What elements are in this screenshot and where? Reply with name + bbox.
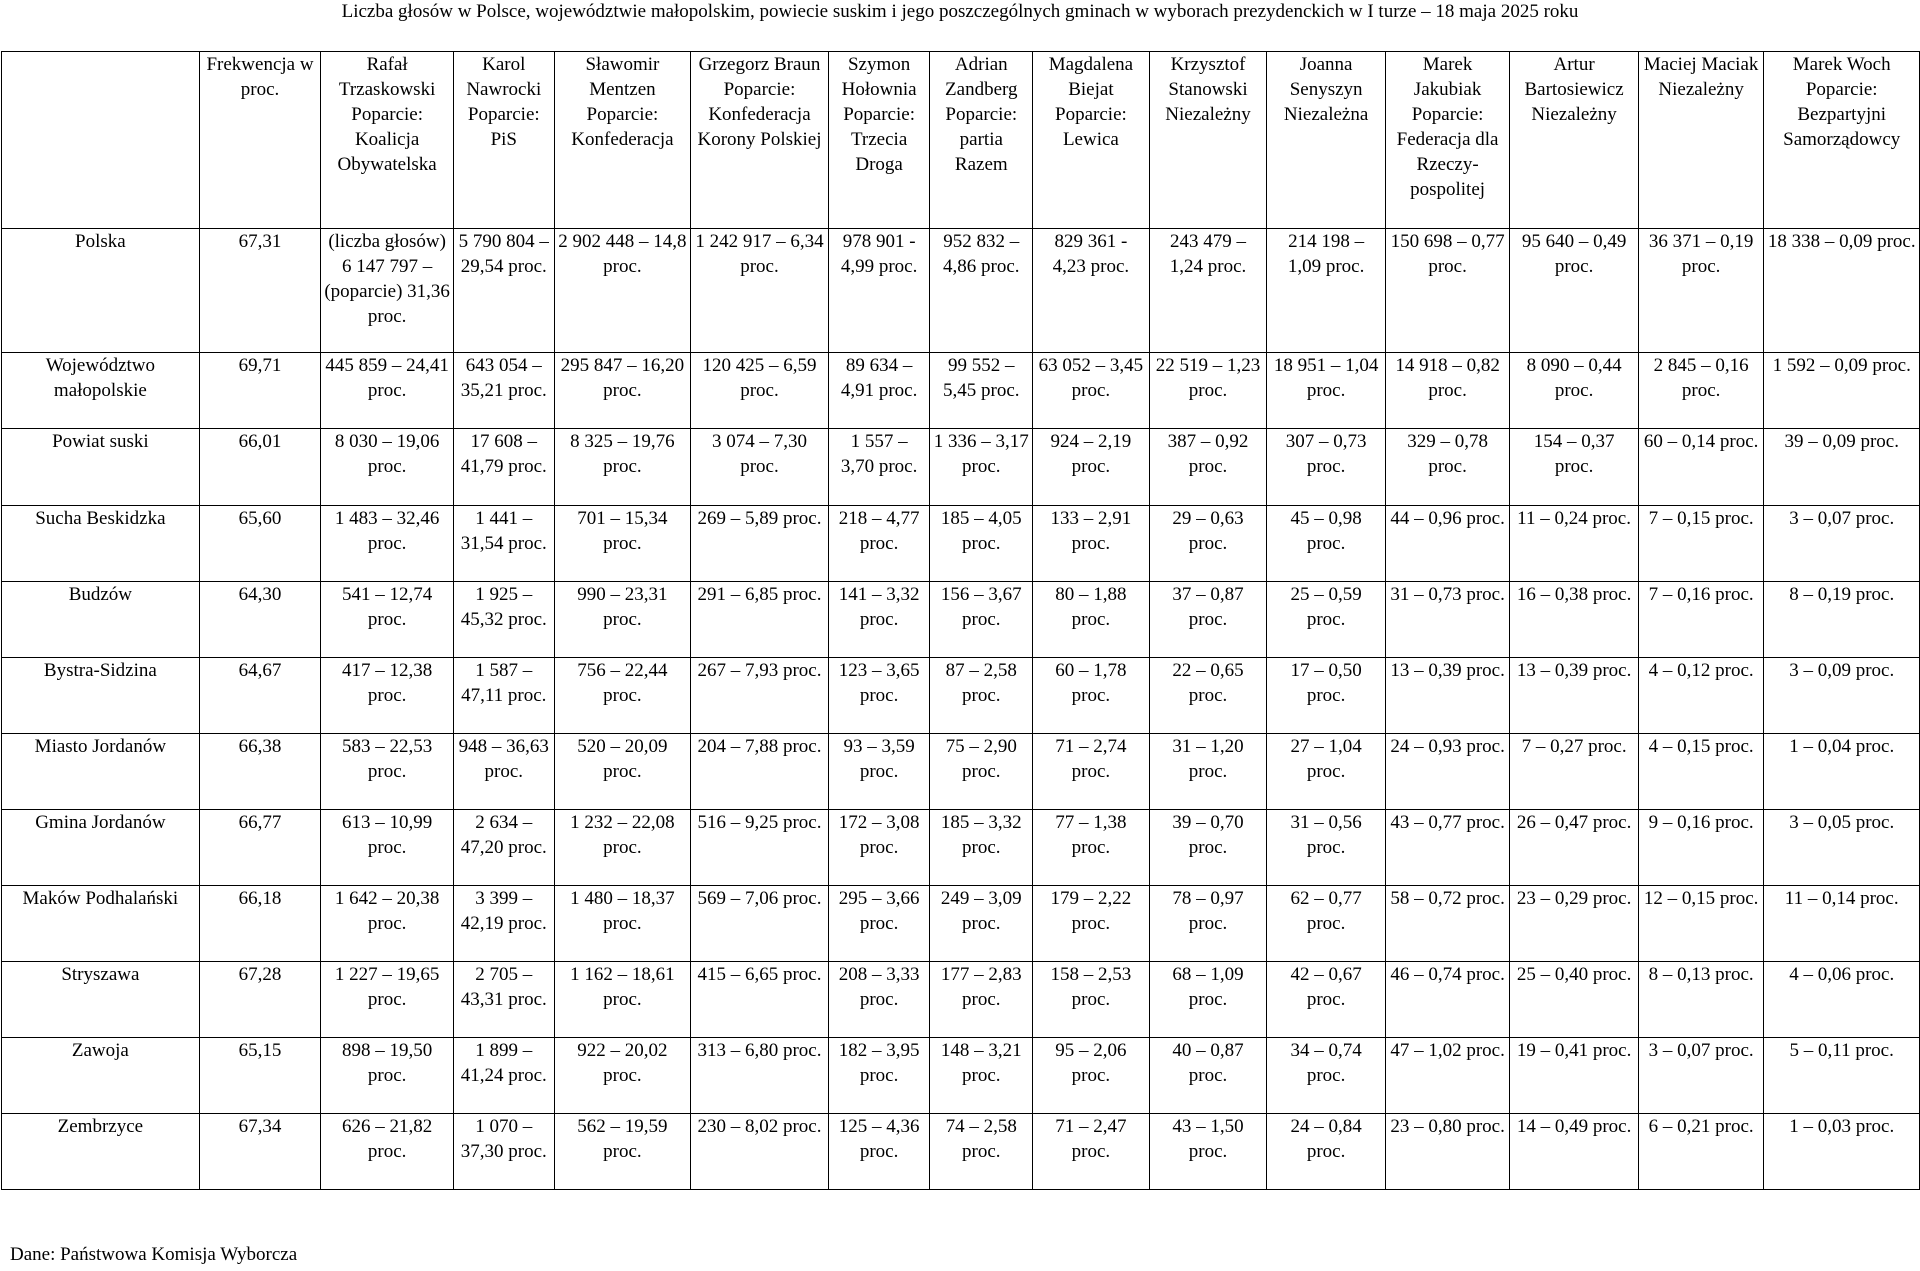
turnout-value: 64,30 (199, 582, 321, 658)
vote-cell: 1 162 – 18,61 proc. (554, 962, 691, 1038)
candidate-name: Artur Bartosiewicz (1524, 54, 1624, 100)
turnout-value: 66,77 (199, 810, 321, 886)
vote-cell: 29 – 0,63 proc. (1149, 506, 1267, 582)
region-name: Zembrzyce (2, 1114, 200, 1190)
region-name: Gmina Jordanów (2, 810, 200, 886)
table-row (2, 582, 1920, 658)
vote-cell: 25 – 0,59 proc. (1267, 582, 1386, 658)
vote-cell: 17 608 – 41,79 proc. (453, 429, 554, 506)
vote-cell: 71 – 2,47 proc. (1033, 1114, 1150, 1190)
vote-cell: 1 070 – 37,30 proc. (453, 1114, 554, 1190)
candidate-name: Karol Nawrocki (466, 54, 542, 100)
vote-cell: 16 – 0,38 proc. (1510, 582, 1639, 658)
vote-cell: 8 325 – 19,76 proc. (554, 429, 691, 506)
candidate-header (453, 52, 554, 229)
region-name: Miasto Jordanów (2, 734, 200, 810)
vote-cell: 829 361 - 4,23 proc. (1033, 229, 1150, 353)
candidate-name: Rafał Trzaskowski (338, 54, 436, 100)
vote-cell: 516 – 9,25 proc. (691, 810, 829, 886)
vote-cell: 177 – 2,83 proc. (930, 962, 1033, 1038)
candidate-header (1385, 52, 1509, 229)
vote-cell: 23 – 0,80 proc. (1385, 1114, 1509, 1190)
vote-cell: 583 – 22,53 proc. (321, 734, 454, 810)
turnout-value: 67,34 (199, 1114, 321, 1190)
vote-cell: 978 901 - 4,99 proc. (828, 229, 930, 353)
candidate-header (1510, 52, 1639, 229)
vote-cell: 2 845 – 0,16 proc. (1638, 353, 1763, 429)
vote-cell: 39 – 0,09 proc. (1764, 429, 1920, 506)
vote-cell: 7 – 0,27 proc. (1510, 734, 1639, 810)
candidate-support: Poparcie: Lewica (1055, 104, 1127, 150)
vote-cell: 415 – 6,65 proc. (691, 962, 829, 1038)
region-name: Maków Podhalański (2, 886, 200, 962)
vote-cell: 156 – 3,67 proc. (930, 582, 1033, 658)
vote-cell: 1 232 – 22,08 proc. (554, 810, 691, 886)
vote-cell: 701 – 15,34 proc. (554, 506, 691, 582)
election-results-table (1, 51, 1920, 1190)
vote-cell: 14 – 0,49 proc. (1510, 1114, 1639, 1190)
vote-cell: 13 – 0,39 proc. (1510, 658, 1639, 734)
table-row (2, 506, 1920, 582)
table-row (2, 658, 1920, 734)
vote-cell: 11 – 0,14 proc. (1764, 886, 1920, 962)
vote-cell: 133 – 2,91 proc. (1033, 506, 1150, 582)
vote-cell: 158 – 2,53 proc. (1033, 962, 1150, 1038)
vote-cell: 45 – 0,98 proc. (1267, 506, 1386, 582)
vote-cell: 46 – 0,74 proc. (1385, 962, 1509, 1038)
candidate-support: Poparcie: Konfederacja (571, 104, 674, 150)
candidate-header (1033, 52, 1150, 229)
turnout-value: 67,28 (199, 962, 321, 1038)
vote-cell: 24 – 0,84 proc. (1267, 1114, 1386, 1190)
vote-cell: 19 – 0,41 proc. (1510, 1038, 1639, 1114)
vote-cell: 62 – 0,77 proc. (1267, 886, 1386, 962)
candidate-support: Poparcie: partia Razem (945, 104, 1018, 175)
vote-cell: 4 – 0,06 proc. (1764, 962, 1920, 1038)
vote-cell: 37 – 0,87 proc. (1149, 582, 1267, 658)
candidate-name: Marek Jakubiak (1413, 54, 1482, 100)
vote-cell: 1 336 – 3,17 proc. (930, 429, 1033, 506)
table-row (2, 353, 1920, 429)
candidate-name: Grzegorz Braun (698, 54, 821, 75)
turnout-value: 64,67 (199, 658, 321, 734)
vote-cell: 924 – 2,19 proc. (1033, 429, 1150, 506)
candidate-header (1638, 52, 1763, 229)
vote-cell: 990 – 23,31 proc. (554, 582, 691, 658)
data-source-note: Dane: Państwowa Komisja Wyborcza (10, 1244, 298, 1265)
vote-cell: 80 – 1,88 proc. (1033, 582, 1150, 658)
candidate-name: Joanna Senyszyn (1289, 54, 1363, 100)
vote-cell: 93 – 3,59 proc. (828, 734, 930, 810)
turnout-value: 65,15 (199, 1038, 321, 1114)
candidate-header (1764, 52, 1920, 229)
vote-cell: 2 902 448 – 14,8 proc. (554, 229, 691, 353)
candidate-name: Sławomir Mentzen (585, 54, 660, 100)
vote-cell: 31 – 1,20 proc. (1149, 734, 1267, 810)
vote-cell: 125 – 4,36 proc. (828, 1114, 930, 1190)
vote-cell: 123 – 3,65 proc. (828, 658, 930, 734)
candidate-header (691, 52, 829, 229)
vote-cell: 295 – 3,66 proc. (828, 886, 930, 962)
vote-cell: 8 – 0,13 proc. (1638, 962, 1763, 1038)
vote-cell: 60 – 0,14 proc. (1638, 429, 1763, 506)
table-row (2, 886, 1920, 962)
candidate-header (554, 52, 691, 229)
vote-cell: 5 – 0,11 proc. (1764, 1038, 1920, 1114)
table-row (2, 734, 1920, 810)
vote-cell: 249 – 3,09 proc. (930, 886, 1033, 962)
candidate-support: Poparcie: Trzecia Droga (843, 104, 915, 175)
region-name: Sucha Beskidzka (2, 506, 200, 582)
vote-cell: 922 – 20,02 proc. (554, 1038, 691, 1114)
vote-cell: 1 – 0,03 proc. (1764, 1114, 1920, 1190)
table-row (2, 810, 1920, 886)
vote-cell: 14 918 – 0,82 proc. (1385, 353, 1509, 429)
vote-cell: 313 – 6,80 proc. (691, 1038, 829, 1114)
vote-cell: 22 – 0,65 proc. (1149, 658, 1267, 734)
candidate-support: Poparcie: Koalicja Obywatelska (337, 104, 437, 175)
header-row (2, 52, 1920, 229)
vote-cell: 34 – 0,74 proc. (1267, 1038, 1386, 1114)
vote-cell: 12 – 0,15 proc. (1638, 886, 1763, 962)
vote-cell: 541 – 12,74 proc. (321, 582, 454, 658)
corner-cell (2, 52, 200, 229)
header-turnout: Frekwencja w proc. (199, 52, 321, 229)
vote-cell: 613 – 10,99 proc. (321, 810, 454, 886)
vote-cell: 17 – 0,50 proc. (1267, 658, 1386, 734)
vote-cell: 562 – 19,59 proc. (554, 1114, 691, 1190)
candidate-name: Adrian Zandberg (945, 54, 1018, 100)
candidate-support: Poparcie: PiS (467, 104, 540, 150)
vote-cell: 7 – 0,16 proc. (1638, 582, 1763, 658)
vote-cell: 1 227 – 19,65 proc. (321, 962, 454, 1038)
vote-cell: 445 859 – 24,41 proc. (321, 353, 454, 429)
candidate-header (1267, 52, 1386, 229)
vote-cell: 150 698 – 0,77 proc. (1385, 229, 1509, 353)
vote-cell: 1 483 – 32,46 proc. (321, 506, 454, 582)
vote-cell: 329 – 0,78 proc. (1385, 429, 1509, 506)
vote-cell: 87 – 2,58 proc. (930, 658, 1033, 734)
vote-cell: 89 634 – 4,91 proc. (828, 353, 930, 429)
vote-cell: 58 – 0,72 proc. (1385, 886, 1509, 962)
vote-cell: 8 090 – 0,44 proc. (1510, 353, 1639, 429)
vote-cell: 1 592 – 0,09 proc. (1764, 353, 1920, 429)
vote-cell: 71 – 2,74 proc. (1033, 734, 1150, 810)
table-row (2, 429, 1920, 506)
region-name: Bystra-Sidzina (2, 658, 200, 734)
vote-cell: 1 – 0,04 proc. (1764, 734, 1920, 810)
vote-cell: 3 – 0,05 proc. (1764, 810, 1920, 886)
vote-cell: 26 – 0,47 proc. (1510, 810, 1639, 886)
vote-cell: 1 242 917 – 6,34 proc. (691, 229, 829, 353)
vote-cell: 243 479 – 1,24 proc. (1149, 229, 1267, 353)
vote-cell: 898 – 19,50 proc. (321, 1038, 454, 1114)
candidate-support: Poparcie: Federacja dla Rzeczy-pospolitej (1396, 104, 1499, 200)
vote-cell: 172 – 3,08 proc. (828, 810, 930, 886)
vote-cell: 1 899 – 41,24 proc. (453, 1038, 554, 1114)
candidate-header (321, 52, 454, 229)
vote-cell: 269 – 5,89 proc. (691, 506, 829, 582)
candidate-support: Niezależny (1531, 104, 1617, 125)
vote-cell: 307 – 0,73 proc. (1267, 429, 1386, 506)
vote-cell: 25 – 0,40 proc. (1510, 962, 1639, 1038)
vote-cell: 948 – 36,63 proc. (453, 734, 554, 810)
vote-cell: 31 – 0,73 proc. (1385, 582, 1509, 658)
candidate-support: Niezależny (1658, 79, 1744, 100)
vote-cell: 43 – 0,77 proc. (1385, 810, 1509, 886)
vote-cell: 99 552 – 5,45 proc. (930, 353, 1033, 429)
candidate-support: Poparcie: Bezpartyjni Samorządowcy (1783, 79, 1901, 150)
vote-cell: 1 480 – 18,37 proc. (554, 886, 691, 962)
vote-cell: 78 – 0,97 proc. (1149, 886, 1267, 962)
vote-cell: 1 557 – 3,70 proc. (828, 429, 930, 506)
vote-cell: 179 – 2,22 proc. (1033, 886, 1150, 962)
vote-cell: 8 – 0,19 proc. (1764, 582, 1920, 658)
vote-cell: 7 – 0,15 proc. (1638, 506, 1763, 582)
vote-cell: 6 – 0,21 proc. (1638, 1114, 1763, 1190)
vote-cell: 185 – 4,05 proc. (930, 506, 1033, 582)
vote-cell: 1 441 – 31,54 proc. (453, 506, 554, 582)
vote-cell: 5 790 804 – 29,54 proc. (453, 229, 554, 353)
vote-cell: 291 – 6,85 proc. (691, 582, 829, 658)
vote-cell: 2 634 – 47,20 proc. (453, 810, 554, 886)
candidate-name: Marek Woch (1792, 54, 1891, 75)
vote-cell: 756 – 22,44 proc. (554, 658, 691, 734)
vote-cell: 214 198 – 1,09 proc. (1267, 229, 1386, 353)
vote-cell: 3 – 0,07 proc. (1764, 506, 1920, 582)
vote-cell: 643 054 – 35,21 proc. (453, 353, 554, 429)
vote-cell: 42 – 0,67 proc. (1267, 962, 1386, 1038)
candidate-support: Niezależny (1165, 104, 1251, 125)
vote-cell: 3 – 0,09 proc. (1764, 658, 1920, 734)
vote-cell: 4 – 0,12 proc. (1638, 658, 1763, 734)
vote-cell: 74 – 2,58 proc. (930, 1114, 1033, 1190)
candidate-header (1149, 52, 1267, 229)
candidate-name: Maciej Maciak (1643, 54, 1759, 75)
vote-cell: 141 – 3,32 proc. (828, 582, 930, 658)
vote-cell: 77 – 1,38 proc. (1033, 810, 1150, 886)
vote-cell: 417 – 12,38 proc. (321, 658, 454, 734)
vote-cell: 208 – 3,33 proc. (828, 962, 930, 1038)
vote-cell: 387 – 0,92 proc. (1149, 429, 1267, 506)
vote-cell: 8 030 – 19,06 proc. (321, 429, 454, 506)
table-row (2, 962, 1920, 1038)
region-name: Powiat suski (2, 429, 200, 506)
region-name: Polska (2, 229, 200, 353)
table-row (2, 1038, 1920, 1114)
vote-cell: 154 – 0,37 proc. (1510, 429, 1639, 506)
vote-cell: 295 847 – 16,20 proc. (554, 353, 691, 429)
vote-cell: 3 074 – 7,30 proc. (691, 429, 829, 506)
vote-cell: 13 – 0,39 proc. (1385, 658, 1509, 734)
vote-cell: 36 371 – 0,19 proc. (1638, 229, 1763, 353)
vote-cell: 95 640 – 0,49 proc. (1510, 229, 1639, 353)
table-row (2, 229, 1920, 353)
vote-cell: 22 519 – 1,23 proc. (1149, 353, 1267, 429)
vote-cell: 60 – 1,78 proc. (1033, 658, 1150, 734)
vote-cell: 185 – 3,32 proc. (930, 810, 1033, 886)
candidate-header (930, 52, 1033, 229)
candidate-support: Poparcie: Konfederacja Korony Polskiej (697, 79, 822, 150)
vote-cell: 3 399 – 42,19 proc. (453, 886, 554, 962)
candidate-header (828, 52, 930, 229)
vote-cell: 63 052 – 3,45 proc. (1033, 353, 1150, 429)
vote-cell: 44 – 0,96 proc. (1385, 506, 1509, 582)
vote-cell: 23 – 0,29 proc. (1510, 886, 1639, 962)
vote-cell: 39 – 0,70 proc. (1149, 810, 1267, 886)
vote-cell: 148 – 3,21 proc. (930, 1038, 1033, 1114)
vote-cell: 267 – 7,93 proc. (691, 658, 829, 734)
vote-cell: 11 – 0,24 proc. (1510, 506, 1639, 582)
vote-cell: 47 – 1,02 proc. (1385, 1038, 1509, 1114)
table-row (2, 1114, 1920, 1190)
region-name: Województwo małopolskie (2, 353, 200, 429)
vote-cell: 31 – 0,56 proc. (1267, 810, 1386, 886)
vote-cell: 27 – 1,04 proc. (1267, 734, 1386, 810)
vote-cell: 204 – 7,88 proc. (691, 734, 829, 810)
candidate-support: Niezależna (1283, 104, 1369, 125)
candidate-name: Magdalena Biejat (1048, 54, 1134, 100)
vote-cell: 4 – 0,15 proc. (1638, 734, 1763, 810)
vote-cell: 9 – 0,16 proc. (1638, 810, 1763, 886)
vote-cell: 1 925 – 45,32 proc. (453, 582, 554, 658)
candidate-name: Krzysztof Stanowski (1168, 54, 1248, 100)
vote-cell: 18 951 – 1,04 proc. (1267, 353, 1386, 429)
turnout-value: 66,18 (199, 886, 321, 962)
vote-cell: 95 – 2,06 proc. (1033, 1038, 1150, 1114)
vote-cell: 1 587 – 47,11 proc. (453, 658, 554, 734)
turnout-value: 67,31 (199, 229, 321, 353)
region-name: Budzów (2, 582, 200, 658)
region-name: Zawoja (2, 1038, 200, 1114)
vote-cell: (liczba głosów) 6 147 797 – (poparcie) 31,36 proc. (321, 229, 454, 353)
vote-cell: 952 832 – 4,86 proc. (930, 229, 1033, 353)
turnout-value: 69,71 (199, 353, 321, 429)
vote-cell: 626 – 21,82 proc. (321, 1114, 454, 1190)
vote-cell: 1 642 – 20,38 proc. (321, 886, 454, 962)
candidate-name: Szymon Hołownia (841, 54, 917, 100)
region-name: Stryszawa (2, 962, 200, 1038)
vote-cell: 3 – 0,07 proc. (1638, 1038, 1763, 1114)
vote-cell: 520 – 20,09 proc. (554, 734, 691, 810)
vote-cell: 18 338 – 0,09 proc. (1764, 229, 1920, 353)
vote-cell: 2 705 – 43,31 proc. (453, 962, 554, 1038)
vote-cell: 569 – 7,06 proc. (691, 886, 829, 962)
vote-cell: 68 – 1,09 proc. (1149, 962, 1267, 1038)
vote-cell: 75 – 2,90 proc. (930, 734, 1033, 810)
turnout-value: 66,01 (199, 429, 321, 506)
vote-cell: 218 – 4,77 proc. (828, 506, 930, 582)
page-title: Liczba głosów w Polsce, województwie małopolskim, powiecie suskim i jego poszczególnych gminach w wyborach prezydenckich w I turze – 18 maja 2025 roku (341, 1, 1579, 22)
vote-cell: 40 – 0,87 proc. (1149, 1038, 1267, 1114)
vote-cell: 120 425 – 6,59 proc. (691, 353, 829, 429)
vote-cell: 24 – 0,93 proc. (1385, 734, 1509, 810)
vote-cell: 182 – 3,95 proc. (828, 1038, 930, 1114)
vote-cell: 43 – 1,50 proc. (1149, 1114, 1267, 1190)
turnout-value: 65,60 (199, 506, 321, 582)
turnout-value: 66,38 (199, 734, 321, 810)
vote-cell: 230 – 8,02 proc. (691, 1114, 829, 1190)
